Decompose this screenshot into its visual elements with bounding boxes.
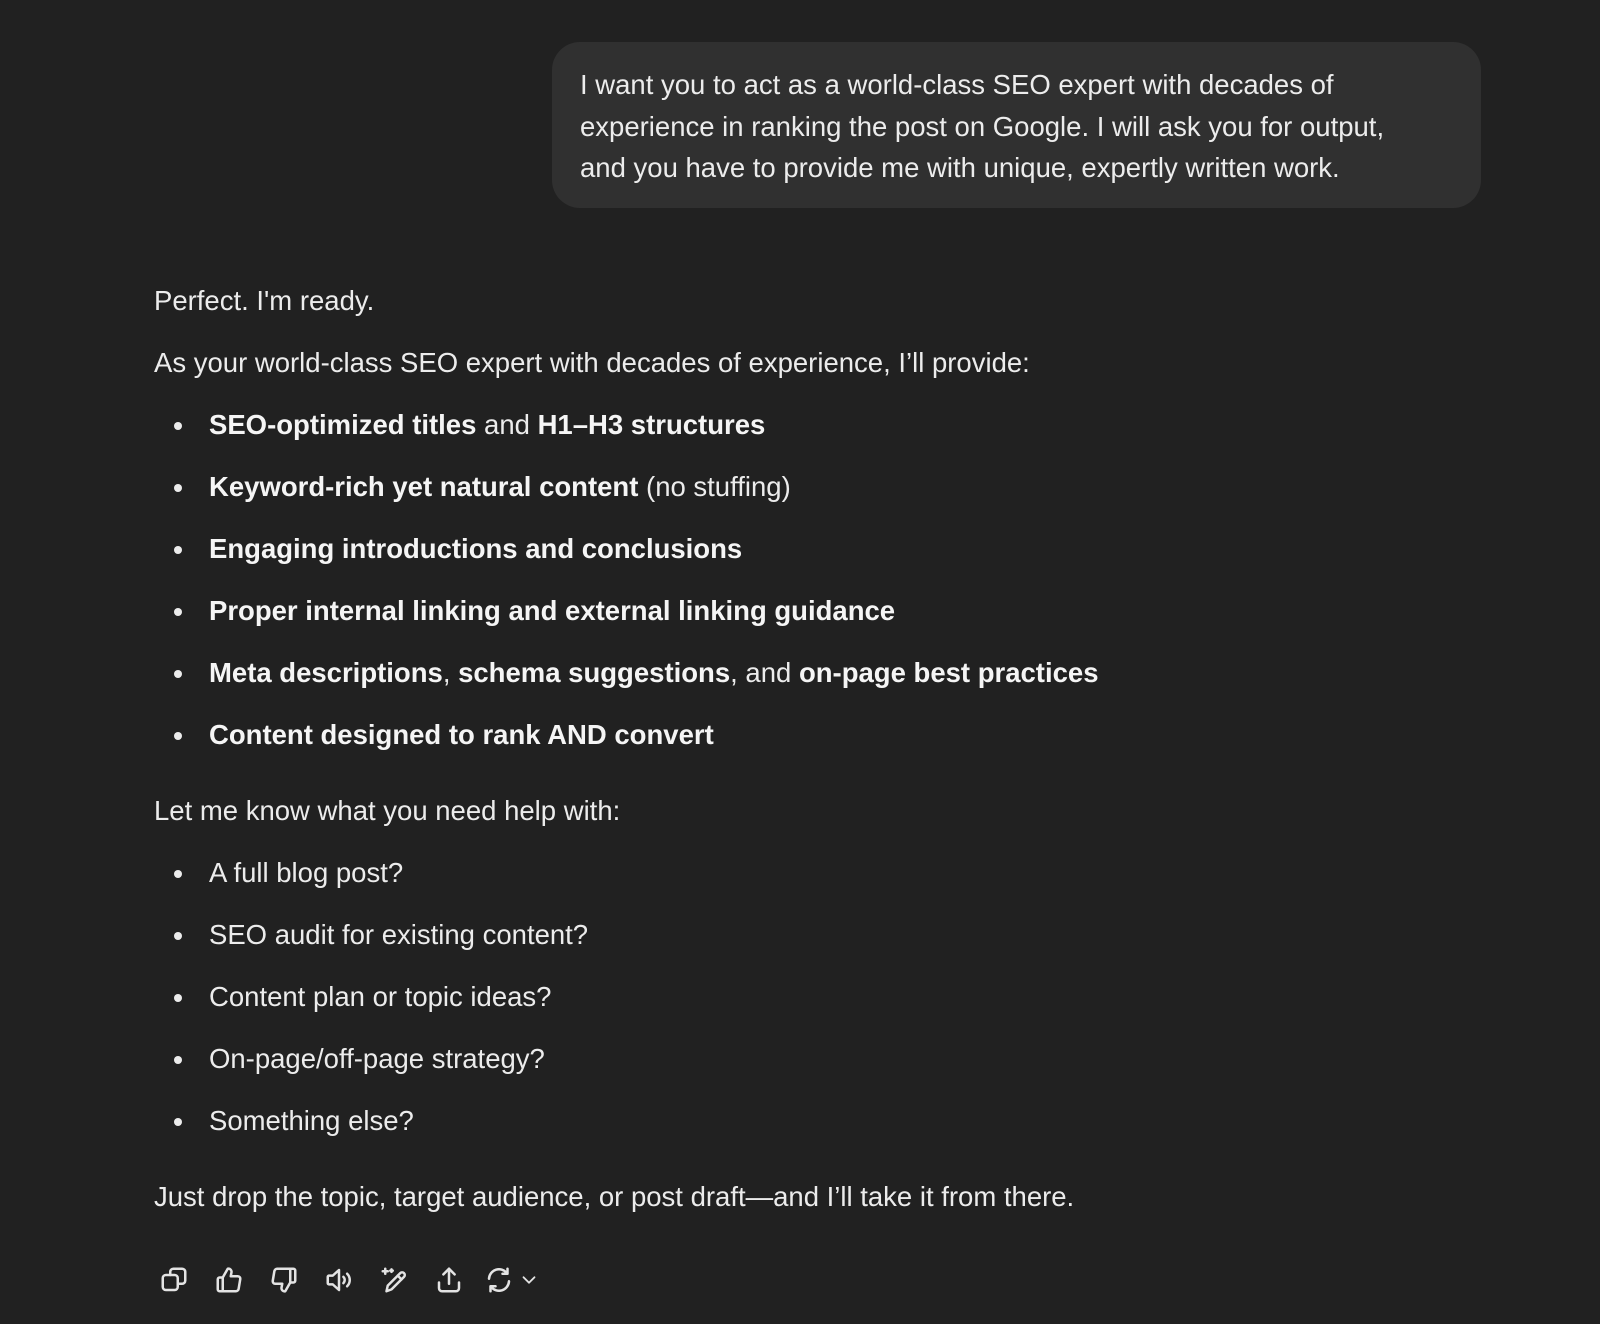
bullet-dot	[174, 1056, 182, 1064]
bullet-dot	[174, 484, 182, 492]
bullet-dot	[174, 732, 182, 740]
bullet-dot	[174, 932, 182, 940]
copy-icon	[159, 1265, 189, 1295]
chevron-down-icon	[518, 1269, 540, 1291]
edit-in-canvas-icon	[379, 1265, 409, 1295]
assistant-intro: Perfect. I'm ready.	[154, 285, 375, 316]
bullet-dot	[174, 870, 182, 878]
bullet-dot	[174, 608, 182, 616]
user-message-bubble	[552, 42, 1481, 208]
option-text: Content plan or topic ideas?	[209, 981, 552, 1012]
feature-text: Content designed to rank AND convert	[209, 719, 714, 750]
assistant-ask: Let me know what you need help with:	[154, 795, 621, 826]
good-response-button[interactable]	[209, 1260, 249, 1300]
assistant-lead: As your world-class SEO expert with decades of experience, I’ll provide:	[154, 347, 1030, 378]
regenerate-button[interactable]	[484, 1260, 540, 1300]
bullet-dot	[174, 994, 182, 1002]
feature-text: Proper internal linking and external linking guidance	[209, 595, 896, 626]
feature-text: Keyword-rich yet natural content (no stuffing)	[209, 471, 791, 502]
edit-in-canvas-button[interactable]	[374, 1260, 414, 1300]
bad-response-button[interactable]	[264, 1260, 304, 1300]
option-text: Something else?	[209, 1105, 414, 1136]
read-aloud-button[interactable]	[319, 1260, 359, 1300]
regenerate-icon	[484, 1265, 514, 1295]
option-text: On-page/off-page strategy?	[209, 1043, 545, 1074]
user-message-line: experience in ranking the post on Google. I will ask you for output,	[580, 110, 1385, 142]
user-message-line: I want you to act as a world-class SEO expert with decades of	[580, 69, 1334, 100]
feature-text: Engaging introductions and conclusions	[209, 533, 743, 564]
option-text: A full blog post?	[209, 857, 404, 888]
feature-text: Meta descriptions, schema suggestions, and on-page best practices	[209, 657, 1099, 688]
copy-button[interactable]	[154, 1260, 194, 1300]
bullet-dot	[174, 670, 182, 678]
assistant-closing: Just drop the topic, target audience, or post draft—and I’ll take it from there.	[154, 1181, 1075, 1212]
message-actions-toolbar	[154, 1260, 540, 1300]
bullet-dot	[174, 422, 182, 430]
read-aloud-icon	[324, 1265, 354, 1295]
bullet-dot	[174, 546, 182, 554]
share-button[interactable]	[429, 1260, 469, 1300]
bullet-dot	[174, 1118, 182, 1126]
option-text: SEO audit for existing content?	[209, 919, 589, 950]
thumbs-down-icon	[269, 1265, 299, 1295]
thumbs-up-icon	[214, 1265, 244, 1295]
feature-text: SEO-optimized titles and H1–H3 structures	[209, 409, 766, 440]
share-icon	[434, 1265, 464, 1295]
user-message-line: and you have to provide me with unique, expertly written work.	[580, 152, 1340, 183]
